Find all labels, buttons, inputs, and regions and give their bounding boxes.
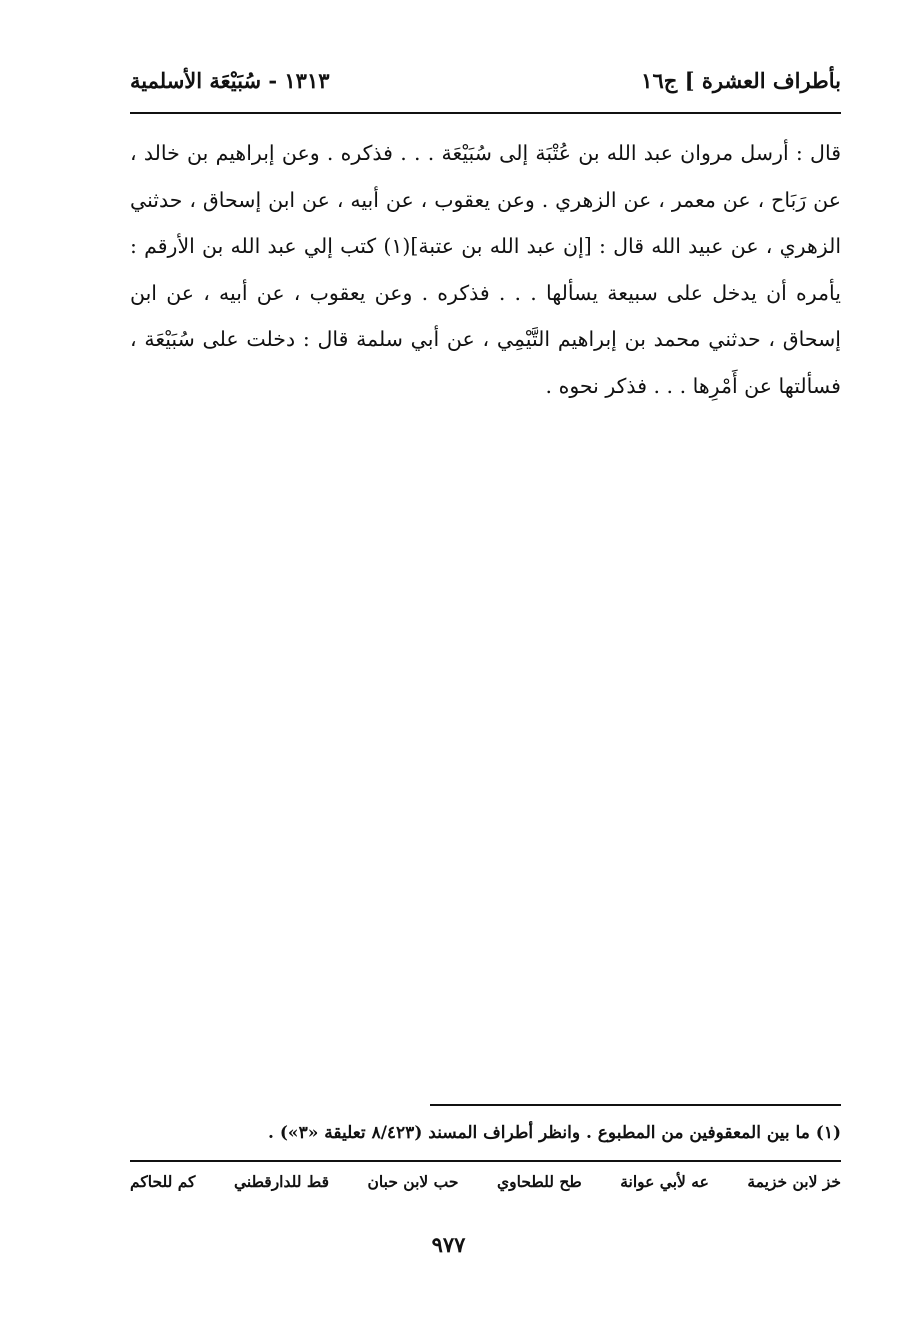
main-paragraph: قال : أرسل مروان عبد الله بن عُتْبَة إلى سُبَيْعَة . . . فذكره . وعن إبراهيم بن خالد ، عن رَبَاح ، عن معمر ، عن الزهري . وعن يعقوب ، عن أبيه ، عن ابن إسحاق ، حدثني الزهري ، عن عبيد الله قال : [إن عبد الله بن عتبة](١) كتب إلي عبد الله بن الأرقم : يأمره أن يدخل على سبيعة يسألها . . . فذكره . وعن يعقوب ، عن أبيه ، عن ابن إسحاق ، حدثني محمد بن إبراهيم التَّيْمِي ، عن أبي سلمة قال : دخلت على سُبَيْعَة ، فسألتها عن أَمْرِها . . . فذكر نحوه . [130, 141, 842, 398]
main-text [130, 130, 841, 409]
page-number: ٩٧٧ [431, 1232, 466, 1257]
footnote-divider [430, 1104, 841, 1106]
running-head [130, 60, 841, 100]
running-head-chapter-title: ١٣١٣ - سُبَيْعَة الأسلمية [130, 67, 330, 93]
running-head-book-title: بأطراف العشرة ] ج١٦ [641, 67, 841, 93]
footnote: (١) ما بين المعقوفين من المطبوع . وانظر أطراف المسند (٨/٤٢٣ تعليقة «٣») . [268, 1123, 841, 1143]
symbols-divider [130, 1160, 841, 1162]
symbol-key-item: حب لابن حبان [367, 1172, 459, 1191]
symbol-key-item: عه لأبي عوانة [620, 1172, 709, 1191]
symbol-key [130, 1172, 841, 1191]
symbol-key-item: قط للدارقطني [233, 1172, 329, 1191]
symbol-key-item: كم للحاكم [130, 1172, 196, 1191]
symbol-key-item: طح للطحاوي [497, 1172, 582, 1191]
symbol-key-item: خز لابن خزيمة [747, 1172, 841, 1191]
header-divider [130, 112, 841, 114]
